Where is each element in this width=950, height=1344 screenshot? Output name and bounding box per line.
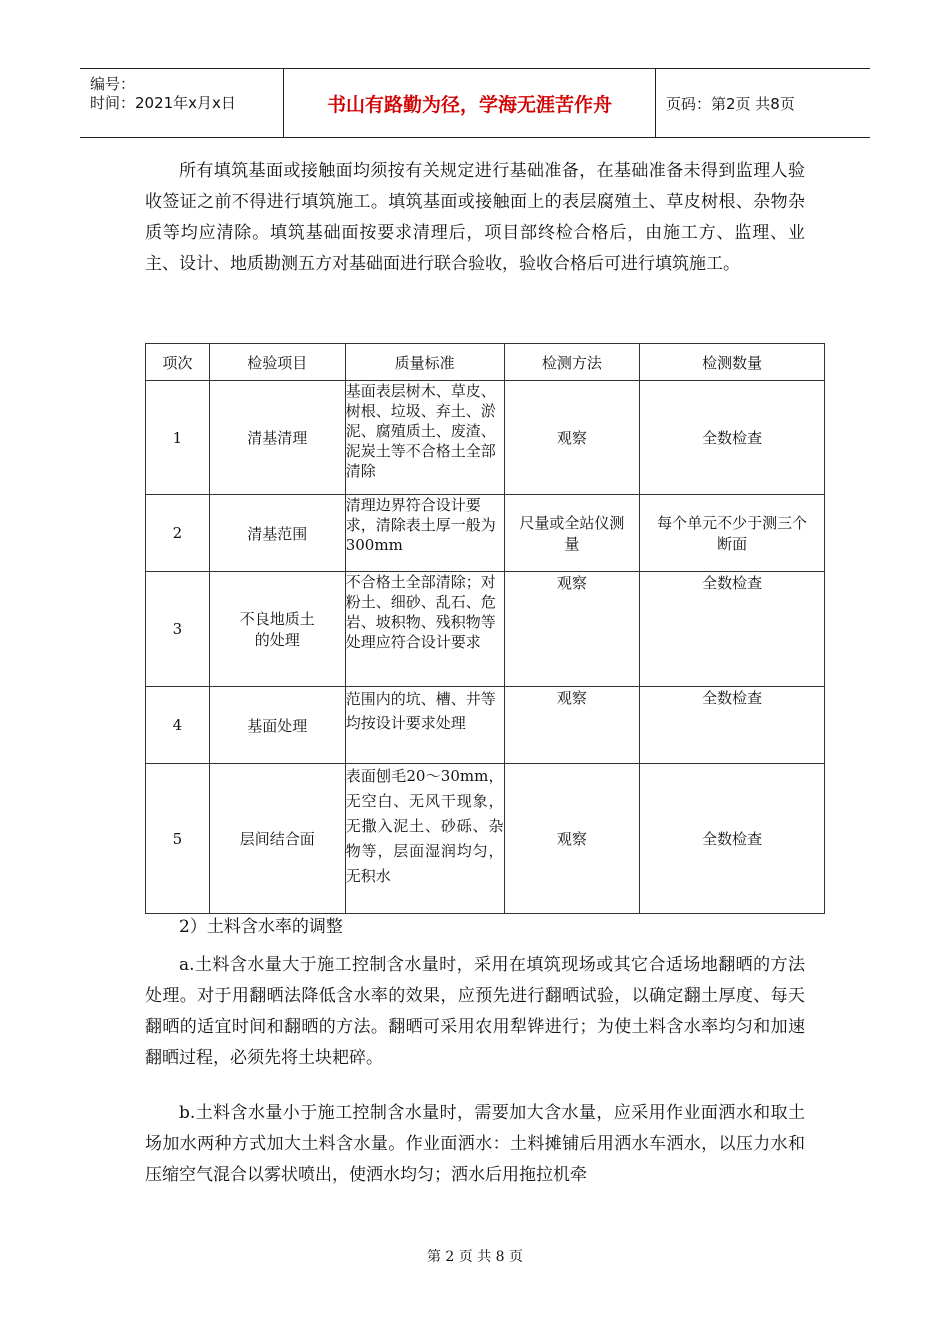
page-header — [80, 68, 870, 138]
row-method: 观察 — [504, 572, 640, 687]
row-quantity: 全数检查 — [640, 381, 825, 495]
header-cell-quantity: 检测数量 — [640, 344, 825, 381]
row-item: 层间结合面 — [209, 764, 345, 914]
row-standard: 基面表层树木、草皮、树根、垃圾、弃土、淤泥、腐殖质土、废渣、泥炭土等不合格土全部清除 — [345, 381, 504, 495]
row-item: 不良地质土的处理 — [209, 572, 345, 687]
row-standard: 不合格土全部清除；对粉土、细砂、乱石、危岩、坡积物、残积物等处理应符合设计要求 — [345, 572, 504, 687]
table-row — [146, 687, 825, 764]
page-info: 页码：第2页 共8页 — [666, 94, 795, 113]
row-quantity: 全数检查 — [640, 764, 825, 914]
header-cell-standard: 质量标准 — [345, 344, 504, 381]
document-date: 时间：2021年x月x日 — [90, 94, 236, 112]
row-quantity: 全数检查 — [640, 687, 825, 764]
row-standard: 清理边界符合设计要求，清除表土厚一般为300mm — [345, 495, 504, 572]
paragraph-a: a.土料含水量大于施工控制含水量时，采用在填筑现场或其它合适场地翻晒的方法处理。对于用翻晒法降低含水率的效果，应预先进行翻晒试验，以确定翻土厚度、每天翻晒的适宜时间和翻晒的方法。翻晒可采用农用犁铧进行；为使土料含水率均匀和加速翻晒过程，必须先将土块耙碎。 — [145, 955, 805, 1068]
row-standard: 范围内的坑、槽、井等均按设计要求处理 — [345, 687, 504, 764]
row-no: 5 — [146, 764, 210, 914]
header-cell-item: 检验项目 — [209, 344, 345, 381]
row-method: 尺量或全站仪测量 — [504, 495, 640, 572]
row-item: 基面处理 — [209, 687, 345, 764]
row-no: 4 — [146, 687, 210, 764]
row-quantity: 每个单元不少于测三个断面 — [640, 495, 825, 572]
inspection-table — [145, 343, 825, 914]
row-no: 1 — [146, 381, 210, 495]
header-cell-method: 检测方法 — [504, 344, 640, 381]
document-number-label: 编号： — [90, 75, 136, 93]
paragraph-b: b.土料含水量小于施工控制含水量时，需要加大含水量，应采用作业面洒水和取土场加水两种方式加大土料含水量。作业面洒水：土料摊铺后用洒水车洒水，以压力水和压缩空气混合以雾状喷出，使洒水均匀；洒水后用拖拉机牵 — [145, 1103, 805, 1185]
row-method: 观察 — [504, 687, 640, 764]
row-item: 清基清理 — [209, 381, 345, 495]
table-header-row — [146, 344, 825, 381]
section-heading: 2）土料含水率的调整 — [179, 917, 343, 937]
row-method: 观察 — [504, 764, 640, 914]
row-method: 观察 — [504, 381, 640, 495]
row-standard: 表面刨毛20～30mm，无空白、无风干现象，无撒入泥土、砂砾、杂物等，层面湿润均匀，无积水 — [345, 764, 504, 914]
table-row — [146, 764, 825, 914]
header-meta — [80, 69, 283, 137]
row-no: 2 — [146, 495, 210, 572]
row-no: 3 — [146, 572, 210, 687]
row-quantity: 全数检查 — [640, 572, 825, 687]
header-motto: 书山有路勤为径，学海无涯苦作舟 — [283, 69, 656, 137]
table-row — [146, 495, 825, 572]
row-item: 清基范围 — [209, 495, 345, 572]
page-footer: 第 2 页 共 8 页 — [426, 1249, 524, 1265]
table-row — [146, 381, 825, 495]
intro-paragraph: 所有填筑基面或接触面均须按有关规定进行基础准备，在基础准备未得到监理人验收签证之前不得进行填筑施工。填筑基面或接触面上的表层腐殖土、草皮树根、杂物杂质等均应清除。填筑基础面按要求清理后，项目部终检合格后，由施工方、监理、业主、设计、地质勘测五方对基础面进行联合验收，验收合格后可进行填筑施工。 — [145, 161, 805, 274]
header-cell-no: 项次 — [146, 344, 210, 381]
table-row — [146, 572, 825, 687]
